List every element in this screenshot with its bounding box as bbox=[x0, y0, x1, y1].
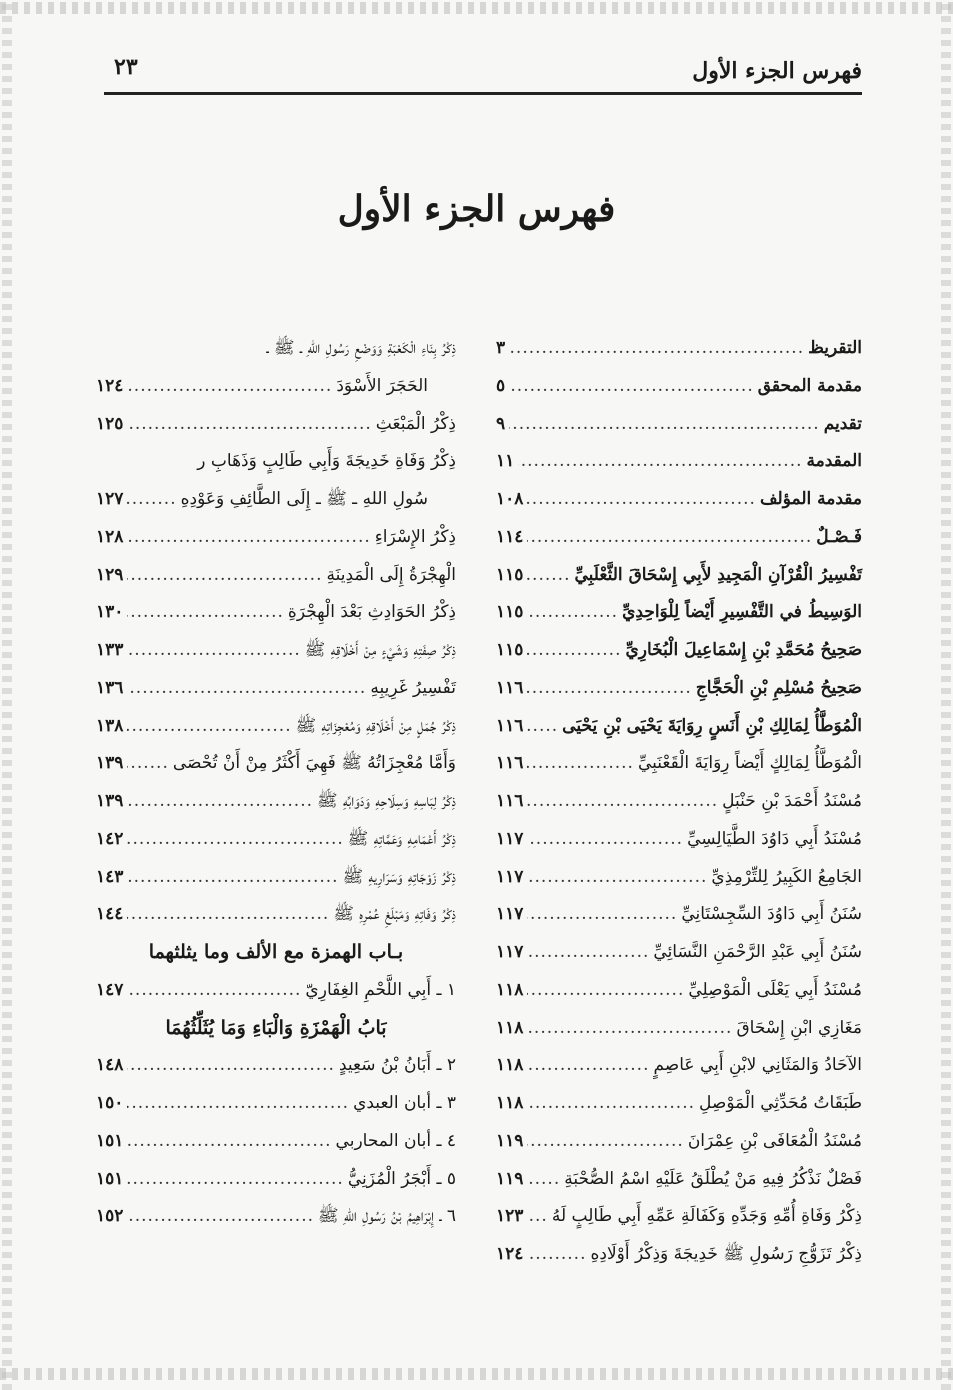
toc-entry-title: تَفْسِيرُ غَرِيبِهِ bbox=[370, 677, 456, 698]
toc-entry-title: مُسْنَدُ أَبِي دَاوُدَ الطَّيَالِسِيِّ bbox=[687, 828, 862, 849]
toc-entry bbox=[96, 481, 456, 519]
toc-entry-page: ١٥١ bbox=[96, 1130, 124, 1151]
toc-entry-title: ٣ ـ أبان العبدي bbox=[353, 1093, 456, 1113]
toc-entry-title: ذِكْرُ وَفَاةِ أُمِّهِ وَجَدِّهِ وَكَفَالَةِ عَمِّهِ أَبِي طَالِبٍ لَهُ bbox=[551, 1206, 862, 1227]
toc-entry-title: ذِكْرُ أَعْمَامِهِ وَعَمَّاتِهِ ﷺ bbox=[347, 828, 456, 849]
toc-entry-page: ١١٦ bbox=[496, 715, 524, 736]
toc-entry-page: ١٤٨ bbox=[96, 1055, 124, 1076]
toc-entry-title: مُسْنَدُ الْمُعَافَى بْنِ عِمْرَانَ bbox=[687, 1130, 862, 1151]
toc-entry-page: ١١٥ bbox=[496, 564, 524, 585]
toc-column-left bbox=[96, 330, 456, 1236]
toc-entry bbox=[96, 896, 456, 934]
toc-entry-page: ١٤٤ bbox=[96, 904, 124, 925]
page-header bbox=[104, 52, 862, 95]
dot-leader bbox=[527, 783, 718, 821]
toc-entry-title: سُولِ اللهِ ـ ﷺ ـ إِلَى الطَّائِفِ وَعَوْدِهِ bbox=[180, 489, 428, 509]
toc-entry bbox=[496, 1010, 862, 1048]
toc-entry-page: ٥ bbox=[496, 375, 506, 396]
toc-entry-title: الحَجَرَ الأَسْوَدَ bbox=[336, 375, 428, 396]
toc-entry-page: ٩ bbox=[496, 413, 506, 434]
toc-entry bbox=[496, 368, 862, 406]
dot-leader bbox=[127, 708, 291, 746]
toc-entry-title: التقريظ bbox=[808, 338, 862, 358]
dot-leader bbox=[527, 1198, 547, 1236]
toc-entry bbox=[96, 708, 456, 746]
dot-leader bbox=[127, 859, 338, 897]
dot-leader bbox=[527, 1047, 649, 1085]
dot-leader bbox=[527, 1010, 732, 1048]
toc-entry-title: الْمُوَطَّأُ لِمَالِكٍ أَيْضاً رِوَايَةَ الْقَعْنَبِيِّ bbox=[637, 753, 862, 774]
toc-entry bbox=[96, 406, 456, 444]
toc-entry bbox=[96, 368, 456, 406]
toc-entry-page: ١٥٠ bbox=[96, 1093, 124, 1113]
toc-entry bbox=[96, 557, 456, 595]
dot-leader bbox=[527, 594, 618, 632]
toc-entry-page: ١٤٧ bbox=[96, 979, 124, 1000]
toc-entry bbox=[496, 519, 862, 557]
dot-leader bbox=[509, 368, 754, 406]
toc-entry-page: ١٣٩ bbox=[96, 791, 124, 811]
toc-entry bbox=[496, 708, 862, 746]
toc-entry-page: ١٤٣ bbox=[96, 866, 124, 887]
toc-entry-page: ١١٧ bbox=[496, 904, 524, 925]
toc-entry bbox=[96, 1085, 456, 1123]
toc-entry bbox=[96, 1198, 456, 1236]
toc-entry bbox=[496, 1085, 862, 1123]
dot-leader bbox=[127, 1198, 314, 1236]
toc-entry-title: ذِكْرُ وَفَاتِهِ وَمَبْلَغِ عُمْرِهِ ﷺ bbox=[333, 904, 456, 925]
toc-entry-title: مقدمة المؤلف bbox=[759, 489, 862, 509]
toc-entry-title: ذِكْرُ صِفَتِهِ وَشَيْءٍ مِنْ أَخْلَاقِهِ ﷺ bbox=[304, 640, 456, 660]
toc-entry bbox=[496, 821, 862, 859]
toc-entry bbox=[496, 1047, 862, 1085]
toc-entry-title: ذِكْرُ زَوْجَاتِهِ وَسَرَارِيهِ ﷺ bbox=[342, 866, 456, 887]
toc-entry-page: ١٢٩ bbox=[96, 564, 124, 585]
running-title: فهرس الجزء الأول bbox=[692, 58, 862, 84]
toc-entry-title: ذِكْرُ وَفَاةِ خَدِيجَةَ وَأَبِي طَالِبٍ وَذَهَابِ ر bbox=[197, 451, 456, 472]
dot-leader bbox=[127, 1085, 349, 1123]
toc-entry-title: مُسْنَدُ أَبِي يَعْلَى الْمَوْصِلِيِّ bbox=[688, 979, 862, 1000]
toc-entry-page: ١٤٢ bbox=[96, 828, 124, 849]
toc-entry-title: ٥ ـ أَبْجَرُ الْمُزَنِيُّ bbox=[347, 1168, 456, 1189]
toc-entry-title: طَبَقَاتُ مُحَدِّثِي الْمَوْصِلِ bbox=[699, 1093, 862, 1113]
toc-entry-page: ١٢٥ bbox=[96, 413, 124, 434]
dot-leader bbox=[527, 557, 570, 595]
toc-entry-page: ١١٦ bbox=[496, 791, 524, 811]
toc-entry bbox=[496, 557, 862, 595]
dot-leader bbox=[527, 972, 684, 1010]
toc-entry bbox=[96, 1047, 456, 1085]
toc-entry-title: الجَامِعُ الكَبِيرُ لِلتِّرْمِذِيِّ bbox=[711, 866, 862, 887]
toc-entry-title: ٢ ـ أَبَانُ بْنُ سَعِيدٍ bbox=[338, 1055, 456, 1076]
toc-entry-page: ١١٧ bbox=[496, 828, 524, 849]
toc-entry bbox=[496, 1123, 862, 1161]
toc-entry-page: ١١ bbox=[496, 451, 515, 472]
dot-leader bbox=[527, 1236, 586, 1274]
toc-entry-title: ذِكْرُ بِنَاءِ الْكَعْبَةِ وَوَضْعِ رَسُولِ اللهِ ـ ﷺ ـ bbox=[266, 338, 456, 358]
toc-entry-title: ذِكْرُ تَزَوُّجِ رَسُولِ ﷺ خَدِيجَةَ وَذِكْرُ أَوْلَادِهِ bbox=[590, 1244, 862, 1264]
toc-entry-page: ١٢٧ bbox=[96, 489, 124, 509]
dot-leader bbox=[527, 1161, 560, 1199]
toc-entry-title: الْمُوَطَّأُ لِمَالِكِ بْنِ أَنَسٍ رِوَايَةَ يَحْيَى بْنِ يَحْيَى bbox=[562, 715, 862, 736]
toc-entry-page: ١٥٢ bbox=[96, 1206, 124, 1227]
dot-leader bbox=[127, 632, 300, 670]
toc-entry-page: ١٠٨ bbox=[496, 489, 524, 509]
toc-entry bbox=[496, 745, 862, 783]
toc-entry-title: مقدمة المحقق bbox=[757, 375, 862, 396]
toc-entry bbox=[96, 594, 456, 632]
toc-entry-title: مُسْنَدُ أَحْمَدَ بْنِ حَنْبَلٍ bbox=[722, 791, 862, 811]
toc-entry-page: ١٥١ bbox=[96, 1168, 124, 1189]
toc-entry-page: ١١٦ bbox=[496, 677, 524, 698]
dot-leader bbox=[127, 783, 313, 821]
toc-entry bbox=[496, 859, 862, 897]
toc-entry-page: ١١٧ bbox=[496, 942, 524, 962]
toc-entry-page: ١٣٩ bbox=[96, 753, 124, 774]
dot-leader bbox=[527, 519, 812, 557]
toc-entry-title: ١ ـ أَبِي اللَّحْمِ الغِفَارِيّ bbox=[305, 979, 456, 1000]
toc-entry bbox=[496, 594, 862, 632]
toc-entry-title: صَحِيحُ مُسْلِمِ بْنِ الْحَجَّاجِ bbox=[695, 677, 862, 698]
toc-entry-title: سُنَنُ أَبِي دَاوُدَ السِّجِسْتَانِيِّ bbox=[681, 904, 862, 925]
toc-entry bbox=[96, 443, 456, 481]
toc-entry-page: ١١٨ bbox=[496, 1055, 524, 1076]
toc-entry-page: ١٣٣ bbox=[96, 640, 124, 660]
toc-entry-page: ١٢٨ bbox=[96, 526, 124, 547]
dot-leader bbox=[127, 519, 370, 557]
toc-entry-title: صَحِيحُ مُحَمَّدِ بْنِ إِسْمَاعِيلَ الْبُخَارِيِّ bbox=[625, 640, 862, 660]
toc-entry-page: ١١٤ bbox=[496, 526, 524, 547]
toc-entry-title: الآحَادُ وَالمَثَانِي لابْنِ أَبِي عَاصِمٍ bbox=[653, 1055, 862, 1076]
toc-entry-title: ذِكْرُ لِبَاسِهِ وَسِلَاحِهِ وَدَوَابِّهِ ﷺ bbox=[317, 791, 456, 811]
toc-entry bbox=[496, 406, 862, 444]
dot-leader bbox=[509, 406, 820, 444]
toc-entry-page: ١١٨ bbox=[496, 1093, 524, 1113]
toc-entry-title: فَـصْـلٌ bbox=[816, 526, 862, 547]
dot-leader bbox=[127, 745, 168, 783]
dot-leader bbox=[527, 821, 683, 859]
toc-entry bbox=[96, 859, 456, 897]
toc-entry bbox=[96, 670, 456, 708]
toc-entry-page: ١٢٣ bbox=[496, 1206, 524, 1227]
toc-entry bbox=[96, 1161, 456, 1199]
dot-leader bbox=[527, 1123, 683, 1161]
toc-entry-title: ٤ ـ أبان المحاربي bbox=[335, 1130, 456, 1151]
section-heading: بـاب الهمزة مع الألف وما يثلثهما bbox=[148, 941, 404, 963]
toc-entry-title: الوَسِيطُ في التَّفْسِيرِ أَيْضاً لِلْوَاحِدِيِّ bbox=[622, 602, 862, 623]
dot-leader bbox=[127, 821, 343, 859]
dot-leader bbox=[127, 972, 301, 1010]
toc-entry bbox=[96, 1123, 456, 1161]
dot-leader bbox=[127, 1161, 343, 1199]
dot-leader bbox=[527, 481, 756, 519]
dot-leader bbox=[127, 368, 332, 406]
toc-entry bbox=[496, 670, 862, 708]
toc-entry-page: ١٢٤ bbox=[96, 375, 124, 396]
dot-leader bbox=[527, 859, 707, 897]
toc-entry-title: الْهِجْرَةُ إِلَى الْمَدِينَةِ bbox=[326, 564, 456, 585]
toc-entry-title: ذِكْرُ الحَوَادِثِ بَعْدَ الْهِجْرَةِ bbox=[287, 602, 456, 623]
toc-entry bbox=[496, 896, 862, 934]
toc-entry-title: تقديم bbox=[823, 413, 862, 434]
toc-entry-title: وَأَمَّا مُعْجِزَاتُهُ ﷺ فَهِيَ أَكْثَرُ مِنْ أَنْ تُحْصَى bbox=[172, 753, 456, 774]
toc-entry bbox=[96, 972, 456, 1010]
dot-leader bbox=[127, 670, 366, 708]
dot-leader bbox=[127, 594, 284, 632]
toc-entry-title: سُنَنُ أَبِي عَبْدِ الرَّحْمَنِ النَّسَائِيِّ bbox=[653, 942, 862, 962]
dot-leader bbox=[127, 896, 329, 934]
toc-entry bbox=[496, 934, 862, 972]
dot-leader bbox=[127, 406, 371, 444]
toc-entry-title: ٦ ـ إِبْرَاهِيمُ بْنُ رَسُولِ اللهِ ﷺ bbox=[318, 1206, 456, 1227]
dot-leader bbox=[127, 481, 176, 519]
dot-leader bbox=[518, 443, 802, 481]
dot-leader bbox=[127, 557, 322, 595]
toc-entry bbox=[496, 443, 862, 481]
dot-leader bbox=[527, 934, 649, 972]
toc-entry bbox=[496, 330, 862, 368]
toc-entry bbox=[496, 972, 862, 1010]
page-number: ٢٣ bbox=[114, 54, 138, 80]
toc-entry-title: فَصْلٌ نَذْكُرُ فِيهِ مَنْ يُطْلَقُ عَلَيْهِ اسْمُ الصُّحْبَةِ bbox=[564, 1168, 862, 1189]
dot-leader bbox=[509, 330, 804, 368]
section-heading: بَابُ الْهَمْزَةِ وَالْبَاءِ وَمَا يُثَلِّثُهُمَا bbox=[165, 1016, 387, 1039]
toc-entry bbox=[96, 330, 456, 368]
toc-entry-page: ١١٩ bbox=[496, 1168, 524, 1189]
decorative-border-top bbox=[0, 2, 953, 14]
toc-entry-page: ١٣٠ bbox=[96, 602, 124, 623]
toc-entry bbox=[496, 632, 862, 670]
dot-leader bbox=[527, 708, 558, 746]
toc-entry-title: مَغَازِي ابْنِ إِسْحَاقَ bbox=[736, 1017, 862, 1038]
dot-leader bbox=[527, 632, 621, 670]
toc-entry-page: ١٢٤ bbox=[496, 1244, 524, 1264]
toc-entry bbox=[496, 1161, 862, 1199]
toc-entry-title: تَفْسِيرُ الْقُرْآنِ الْمَجِيدِ لأَبِي إِسْحَاقَ الثَّعْلَبِيِّ bbox=[574, 564, 862, 585]
toc-entry-page: ١١٩ bbox=[496, 1130, 524, 1151]
toc-entry-title: ذِكْرُ جُمَلٍ مِنْ أَخْلَاقِهِ وَمُعْجِزَاتِهِ ﷺ bbox=[295, 715, 456, 736]
toc-entry bbox=[496, 1236, 862, 1274]
dot-leader bbox=[527, 896, 677, 934]
toc-entry-title: ذِكْرُ الْمَبْعَثِ bbox=[375, 413, 456, 434]
dot-leader bbox=[527, 1085, 695, 1123]
toc-entry-page: ١١٥ bbox=[496, 640, 524, 660]
toc-entry-page: ١١٨ bbox=[496, 1017, 524, 1038]
toc-entry-page: ١١٧ bbox=[496, 866, 524, 887]
toc-entry bbox=[96, 632, 456, 670]
dot-leader bbox=[527, 670, 691, 708]
toc-entry-page: ١١٦ bbox=[496, 753, 524, 774]
toc-entry bbox=[96, 745, 456, 783]
toc-entry bbox=[496, 481, 862, 519]
toc-entry-page: ١١٥ bbox=[496, 602, 524, 623]
toc-entry-title: ذِكْرُ الإِسْرَاءِ bbox=[374, 526, 456, 547]
toc-entry bbox=[496, 1198, 862, 1236]
toc-entry bbox=[96, 519, 456, 557]
toc-entry-page: ١١٨ bbox=[496, 979, 524, 1000]
toc-entry-page: ٣ bbox=[496, 338, 506, 358]
dot-leader bbox=[527, 745, 634, 783]
toc-entry-page: ١٣٦ bbox=[96, 677, 124, 698]
toc-entry bbox=[96, 821, 456, 859]
page-title: فهرس الجزء الأول bbox=[337, 188, 616, 230]
toc-entry bbox=[496, 783, 862, 821]
dot-leader bbox=[127, 1123, 331, 1161]
decorative-border-bottom bbox=[0, 1368, 953, 1380]
dot-leader bbox=[127, 1047, 335, 1085]
toc-entry-title: المقدمة bbox=[806, 451, 862, 472]
toc-column-right bbox=[496, 330, 862, 1274]
toc-entry-page: ١٣٨ bbox=[96, 715, 124, 736]
toc-entry bbox=[96, 783, 456, 821]
